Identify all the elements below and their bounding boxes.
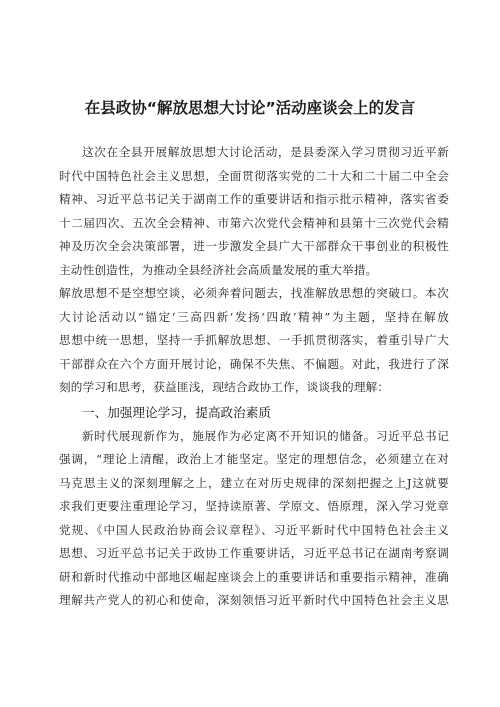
text-line: 思想中统一思想，坚持一手抓解放思想、一手抓贯彻落实，着重引导广大 bbox=[59, 333, 449, 347]
text-line: 强调，“理论上清醒，政治上才能坚定。坚定的理想信念，必须建立在对 bbox=[59, 452, 449, 466]
text-line: 精神、习近平总书记关于湖南工作的重要讲话和指示批示精神，落实省委 bbox=[59, 192, 449, 206]
text-line: 马克思主义的深刻理解之上，建立在对历史规律的深刻把握之上J这就要 bbox=[59, 475, 449, 490]
text-line: 新时代展现新作为，施展作为必定离不开知识的储备。习近平总书记 bbox=[82, 428, 449, 443]
text-line: 刻的学习和思考，获益匪浅，现结合政协工作，谈谈我的理解： bbox=[59, 380, 390, 394]
text-line: 主动性创造性，为推动全县经济社会高质量发展的重大举措。 bbox=[59, 262, 378, 277]
text-line: 这次在全县开展解放思想大讨论活动，是县委深入学习贯彻习近平新 bbox=[82, 145, 449, 159]
paragraph-breakthrough bbox=[59, 282, 449, 400]
text-line: 十二届四次、五次全会精神、市第六次党代会精神和县第十三次党代会精 bbox=[59, 215, 449, 230]
paragraph-intro bbox=[59, 141, 449, 282]
text-line: 神及历次全会决策部署，进一步激发全县广大干部群众干事创业的积极性 bbox=[59, 239, 449, 253]
document-title: 在县政协“解放思想大讨论”活动座谈会上的发言 bbox=[84, 99, 416, 117]
text-line: 理解共产党人的初心和使命，深刻领悟习近平新时代中国特色社会主义思 bbox=[59, 593, 449, 607]
document-body bbox=[59, 141, 449, 613]
text-line: 时代中国特色社会主义思想，全面贯彻落实党的二十大和二十届二中全会 bbox=[59, 168, 449, 183]
text-line: 党规、《中国人民政治协商会议章程》、习近平新时代中国特色社会主义 bbox=[59, 522, 449, 537]
text-line: 思想、习近平总书记关于政协工作重要讲话，习近平总书记在湖南考察调 bbox=[59, 546, 449, 560]
text-line: 干部群众在六个方面开展讨论，确保不失焦、不偏题。对此，我进行了深 bbox=[59, 356, 449, 371]
section-heading: 一、加强理论学习，提高政治素质 bbox=[82, 404, 271, 420]
text-line: 研和新时代推动中部地区崛起座谈会上的重要讲话和重要指示精神，准确 bbox=[59, 569, 449, 584]
text-line: 求我们更要注重理论学习，坚持读原著、学原文、悟原理，深入学习党章 bbox=[59, 499, 449, 513]
paragraph-theory-study bbox=[59, 425, 449, 613]
text-line: 解放思想不是空想空谈，必须奔着问题去，找准解放思想的突破口。本次 bbox=[59, 286, 449, 300]
text-line: 大讨论活动以“锚定‘三高四新’发扬‘四敢’精神”为主题，坚持在解放 bbox=[59, 309, 449, 324]
